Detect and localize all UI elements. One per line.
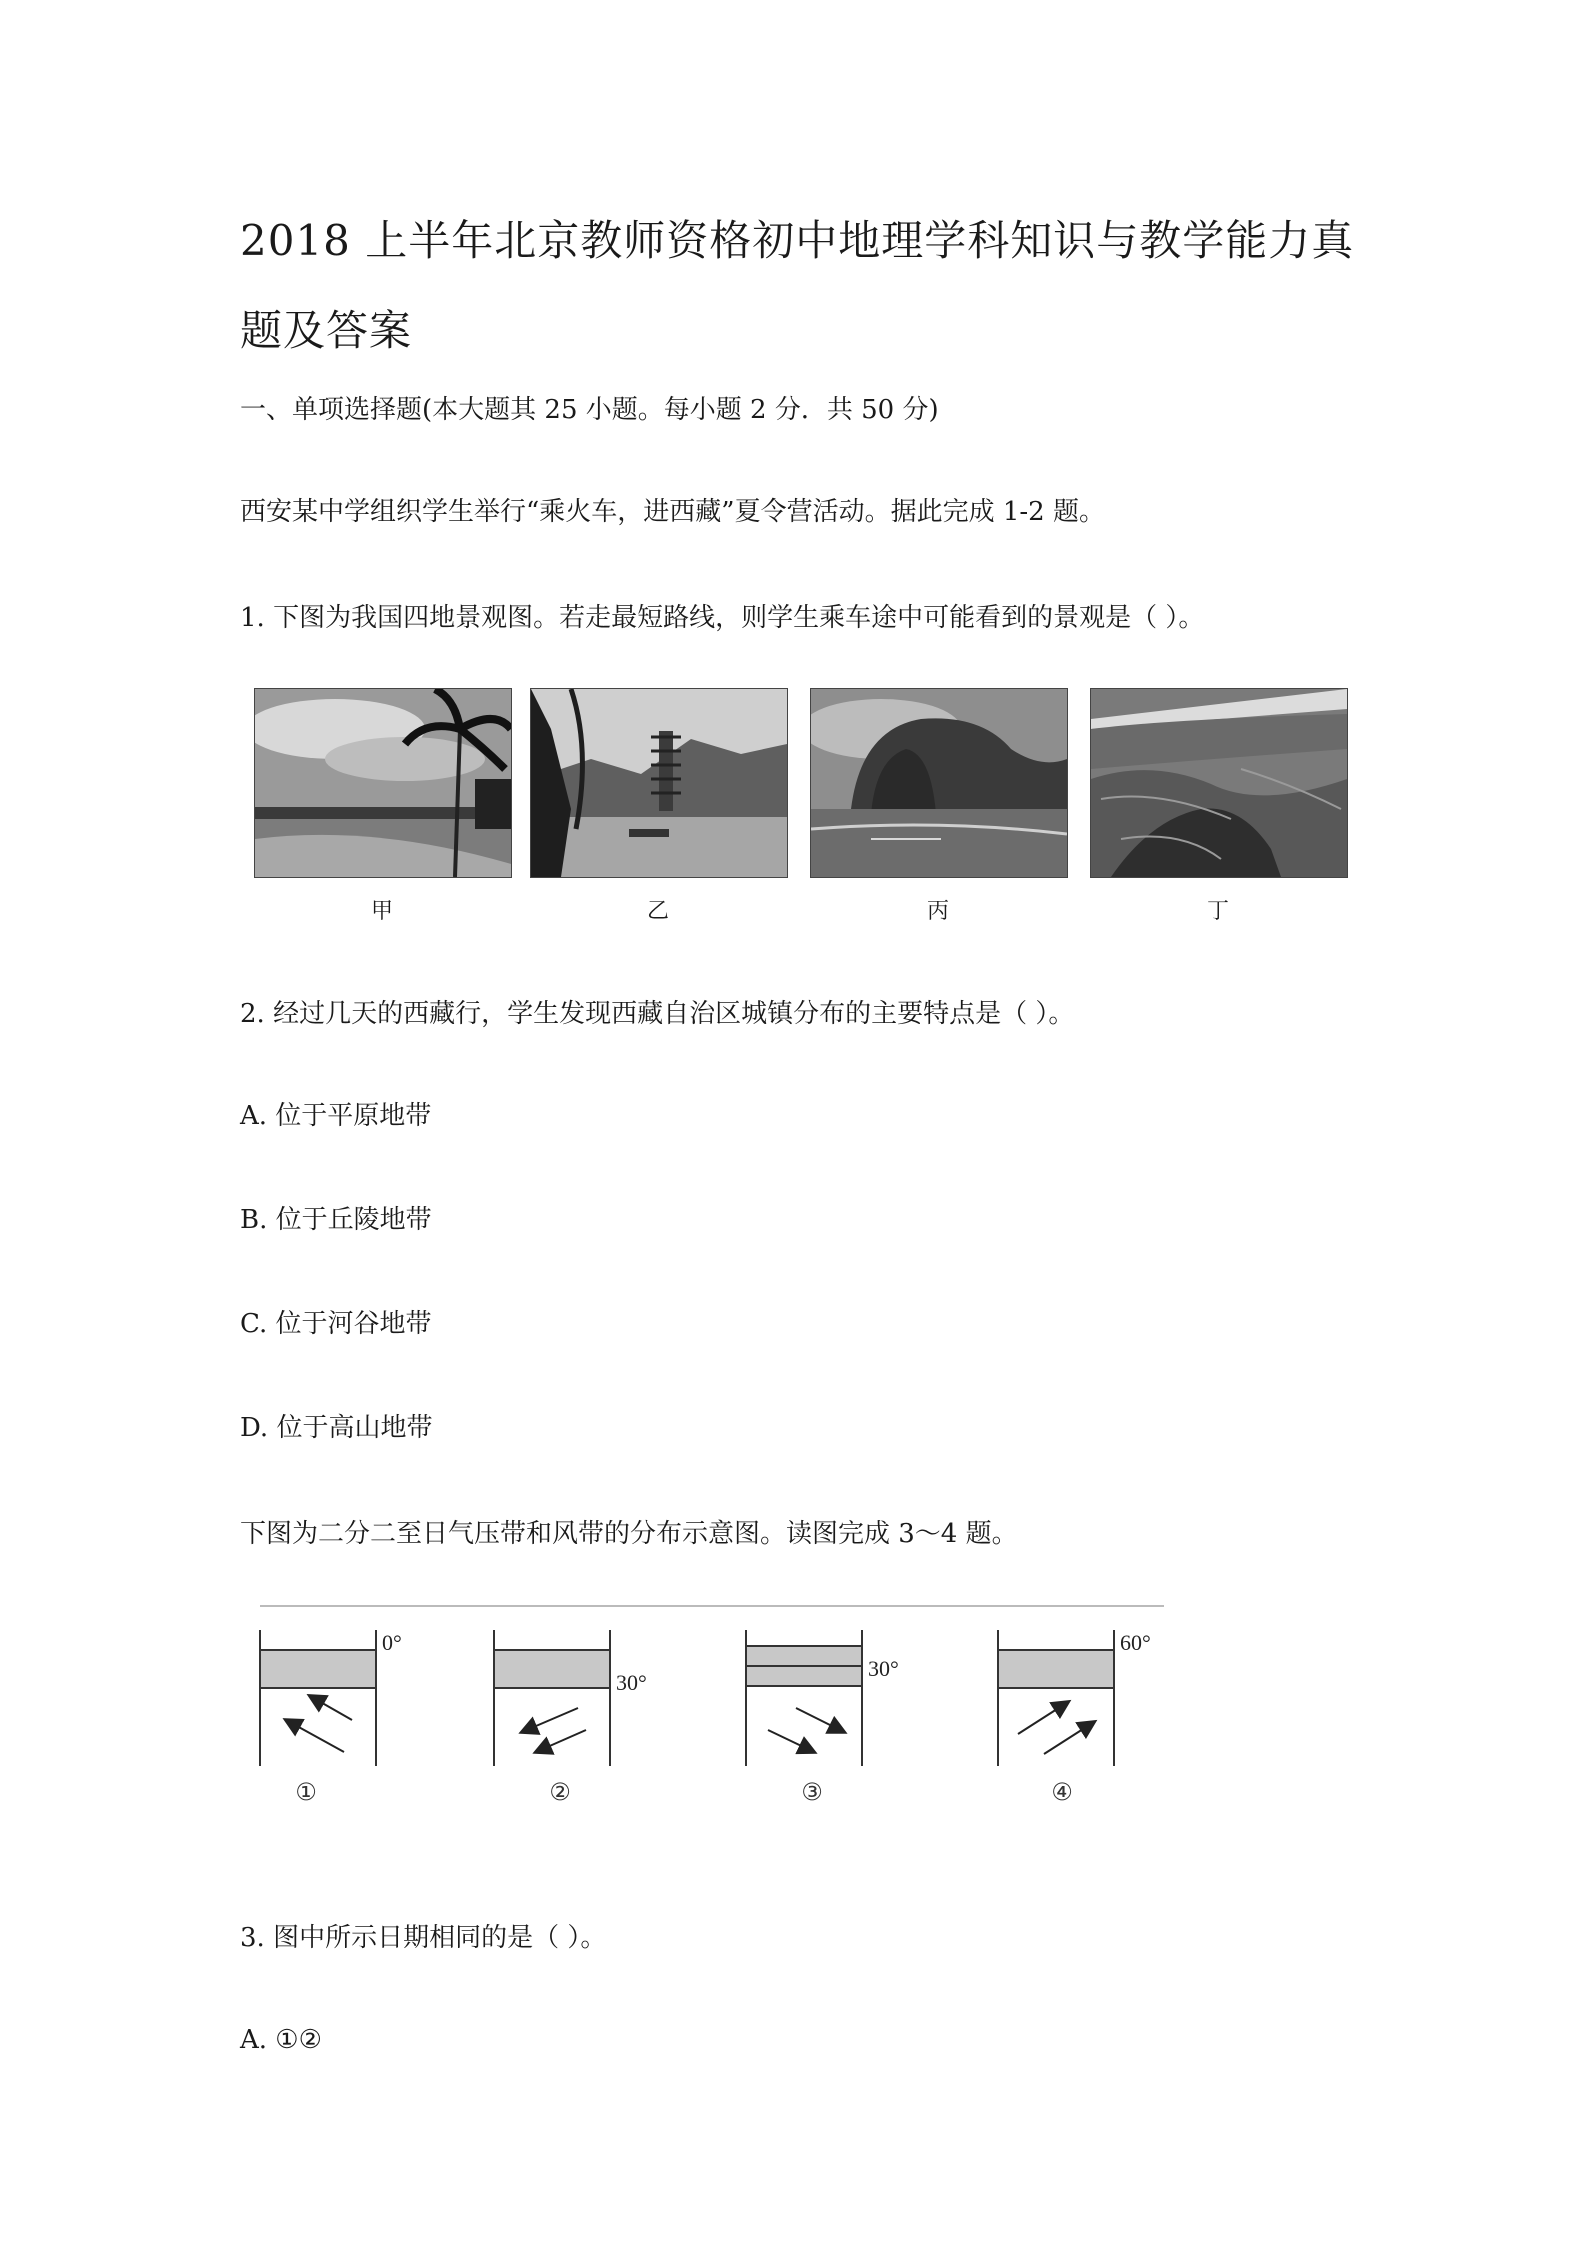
diagram-number-2: ② xyxy=(549,1778,571,1806)
question-2-option-b: B. 位于丘陵地带 xyxy=(240,1205,432,1235)
pressure-wind-belt-diagram xyxy=(252,1590,1172,1820)
question-3: 3. 图中所示日期相同的是（ ）。 xyxy=(240,1923,607,1953)
question-2-option-c: C. 位于河谷地带 xyxy=(240,1309,432,1339)
diagram-number-4: ④ xyxy=(1051,1778,1073,1806)
question-3-option-a: A. ①② xyxy=(240,2025,322,2055)
diagram-panel-2 xyxy=(494,1630,647,1806)
photo-label-jia: 甲 xyxy=(370,899,393,924)
photo-label-ding: 丁 xyxy=(1206,899,1229,924)
lat-label-3: 30° xyxy=(868,1656,899,1681)
photo-label-yi: 乙 xyxy=(646,899,669,924)
photo-yi-lake-pagoda xyxy=(530,688,788,878)
photo-label-bing: 丙 xyxy=(926,899,949,924)
question-intro-3-4: 下图为二分二至日气压带和风带的分布示意图。读图完成 3～4 题。 xyxy=(240,1519,1018,1549)
diagram-panel-1 xyxy=(260,1630,402,1806)
diagram-panel-4 xyxy=(998,1630,1151,1806)
lat-label-2: 30° xyxy=(616,1670,647,1695)
question-2-option-a: A. 位于平原地带 xyxy=(240,1101,432,1131)
question-2: 2. 经过几天的西藏行，学生发现西藏自治区城镇分布的主要特点是（ ）。 xyxy=(240,999,1075,1029)
photo-ding-loess xyxy=(1090,688,1348,878)
page-title: 2018 上半年北京教师资格初中地理学科知识与教学能力真题及答案 xyxy=(240,216,1355,355)
section-heading: 一、单项选择题(本大题其 25 小题。每小题 2 分．共 50 分) xyxy=(240,395,939,425)
photo-jia-beach xyxy=(254,688,512,878)
diagram-number-1: ① xyxy=(295,1778,317,1806)
question-1: 1. 下图为我国四地景观图。若走最短路线，则学生乘车途中可能看到的景观是（ ）。 xyxy=(240,603,1205,633)
photo-bing-karst xyxy=(810,688,1068,878)
lat-label-4: 60° xyxy=(1120,1630,1151,1655)
landscape-photos xyxy=(250,688,1350,928)
diagram-panel-3 xyxy=(746,1630,899,1806)
question-2-option-d: D. 位于高山地带 xyxy=(240,1413,433,1443)
question-intro-1-2: 西安某中学组织学生举行“乘火车，进西藏”夏令营活动。据此完成 1-2 题。 xyxy=(240,497,1105,527)
lat-label-1: 0° xyxy=(382,1630,402,1655)
diagram-number-3: ③ xyxy=(801,1778,823,1806)
